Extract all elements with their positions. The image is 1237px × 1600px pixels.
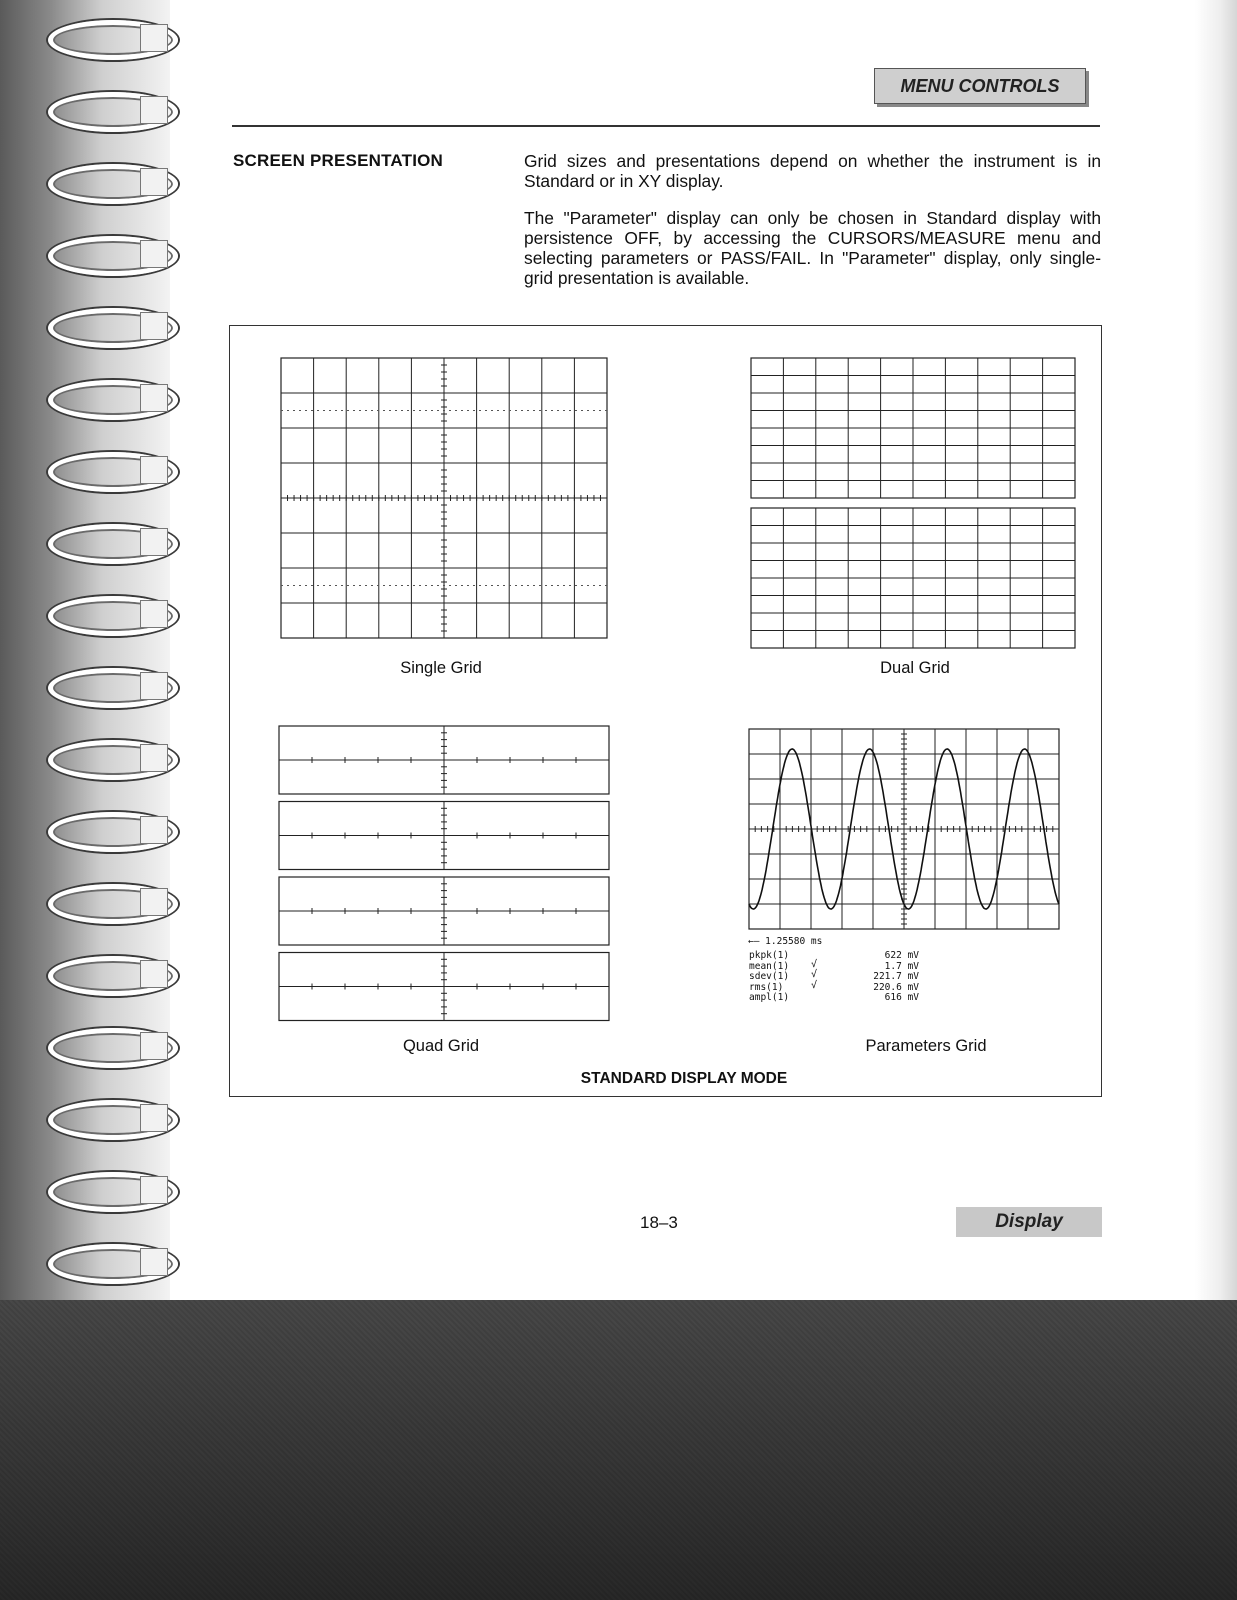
punch-hole bbox=[140, 960, 168, 988]
punch-hole bbox=[140, 816, 168, 844]
measurement-name: mean(1) bbox=[749, 960, 790, 972]
dual-grid-diagram bbox=[750, 357, 1080, 652]
chapter-tab-label: Display bbox=[995, 1211, 1063, 1232]
measurement-check-icon: √ bbox=[811, 969, 818, 980]
measurement-name: ampl(1) bbox=[749, 992, 790, 1003]
punch-hole bbox=[140, 96, 168, 124]
punch-hole bbox=[140, 24, 168, 52]
measurement-value: 1.7 mV bbox=[884, 960, 919, 972]
measurement-row bbox=[749, 992, 919, 1003]
measurement-value: 220.6 mV bbox=[873, 981, 919, 993]
measurement-check-icon: √ bbox=[811, 958, 818, 970]
punch-hole bbox=[140, 1104, 168, 1132]
measurement-name: rms(1) bbox=[749, 981, 784, 993]
section-tab-label: MENU CONTROLS bbox=[900, 75, 1060, 96]
measurement-row bbox=[749, 950, 919, 961]
quad-grid-caption: Quad Grid bbox=[402, 1037, 480, 1055]
punch-hole bbox=[140, 672, 168, 700]
time-readout: ←— 1.25580 ms bbox=[748, 936, 823, 947]
measurement-value: 616 mV bbox=[884, 992, 919, 1003]
header-rule bbox=[232, 125, 1100, 127]
measurement-check-icon: √ bbox=[811, 979, 818, 991]
punch-hole bbox=[140, 456, 168, 484]
measurement-name: pkpk(1) bbox=[749, 950, 790, 961]
measurement-value: 221.7 mV bbox=[873, 971, 919, 982]
punch-hole bbox=[140, 744, 168, 772]
parameters-grid-diagram bbox=[748, 728, 1062, 933]
measurement-name: sdev(1) bbox=[749, 971, 790, 982]
measurement-value: 622 mV bbox=[884, 950, 919, 961]
punch-hole bbox=[140, 240, 168, 268]
punch-hole bbox=[140, 888, 168, 916]
punch-hole bbox=[140, 1176, 168, 1204]
paragraph-1: Grid sizes and presentations depend on whether the instrument is in Standard or in XY display. bbox=[524, 151, 1101, 191]
quad-grid-diagram bbox=[278, 725, 612, 1027]
single-grid-diagram bbox=[280, 357, 610, 641]
punch-hole bbox=[140, 1248, 168, 1276]
page-edge bbox=[1195, 0, 1237, 1310]
section-title: SCREEN PRESENTATION bbox=[233, 151, 444, 170]
section-tab bbox=[874, 68, 1086, 104]
figure-title: STANDARD DISPLAY MODE bbox=[580, 1070, 788, 1087]
punch-hole bbox=[140, 168, 168, 196]
measurement-list bbox=[749, 950, 919, 1003]
single-grid-caption: Single Grid bbox=[400, 659, 482, 677]
measurement-row bbox=[749, 971, 919, 982]
chapter-tab bbox=[956, 1207, 1102, 1237]
punch-hole bbox=[140, 312, 168, 340]
measurement-row bbox=[749, 958, 919, 972]
parameters-grid-caption: Parameters Grid bbox=[865, 1037, 987, 1055]
paragraph-2: The "Parameter" display can only be chosen in Standard display with persistence OFF, by accessing the CURSORS/MEASURE menu and selecting parameters or PASS/FAIL. In "Parameter" display, only single-grid presentation is available. bbox=[524, 208, 1101, 288]
measurement-row bbox=[749, 979, 919, 993]
punch-hole bbox=[140, 600, 168, 628]
page-number: 18–3 bbox=[640, 1213, 678, 1232]
punch-hole bbox=[140, 384, 168, 412]
background-surface bbox=[0, 1300, 1237, 1600]
dual-grid-caption: Dual Grid bbox=[880, 659, 950, 677]
punch-hole bbox=[140, 1032, 168, 1060]
punch-hole bbox=[140, 528, 168, 556]
